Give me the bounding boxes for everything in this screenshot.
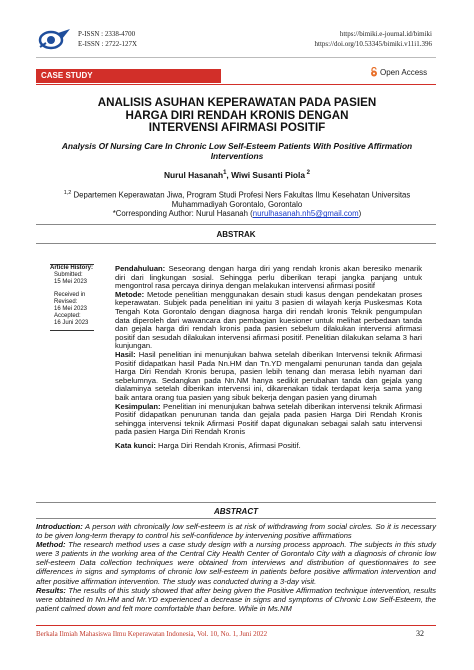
abstract-heading: ABSTRACT xyxy=(214,507,258,516)
abstrak-kata-kunci xyxy=(115,442,422,451)
received-date: 16 Mei 2023 xyxy=(54,306,88,312)
author-separator: , xyxy=(226,170,232,180)
subtitle-line: Analysis Of Nursing Care In Chronic Low Self-Esteem Patients With Positive Affirmation xyxy=(61,141,413,151)
issn-block xyxy=(78,29,137,49)
kata-kunci-label: Kata kunci: xyxy=(115,440,156,450)
hasil-label: Hasil: xyxy=(115,349,136,359)
history-rule xyxy=(50,330,94,331)
accepted-label: Accepted: xyxy=(54,313,81,319)
author-affil-mark: 1 xyxy=(223,170,227,177)
article-history xyxy=(50,264,94,331)
results-label: Results: xyxy=(36,585,66,595)
accepted-date: 16 Juni 2023 xyxy=(54,320,89,326)
p-issn: P-ISSN : 2338-4700 xyxy=(78,30,136,38)
section-label: CASE STUDY xyxy=(41,71,93,80)
method-text: The research method uses a case study design with a nursing process approach. The subjects in this study were 3 patients in the working area of the Central City Health Center of Gorontalo City with a diagnosis of chronic low self-esteem Data collection techniques were obtained from interviews and distribution of questionnaires to see differences in signs and symptoms of chronic low self-esteem in patients before positive affirmation intervention and after positive affirmation intervention. The study was conducted during a 3-day visit. xyxy=(36,540,436,586)
affiliation-line: Muhammadiyah Gorontalo, Gorontalo xyxy=(171,200,303,209)
hasil-text: Hasil penelitian ini menunjukan bahwa setelah diberikan Intervensi teknik Afirmasi Positif didapatkan hasil Pada Nn.HM dan Tn.YD mengalami penurunan tanda dan gejala Harga Diri Rendah Kronis berupa, pasien lebih tenang dan merasa lebih nyaman dari sebelumnya. Sedangkan pada Nn.NM hanya sedikit perubahan tanda dan gejala yang dialaminya setelah diberikan intervensi ini, dikarenakan tidak terdapat kerja sama yang baik antara orang tua pasien yang sibuk bekerja dengan pasien yang dirumah xyxy=(115,349,422,402)
abstract-results xyxy=(36,586,436,613)
kesimpulan-label: Kesimpulan: xyxy=(115,401,161,411)
history-label: Article History: xyxy=(50,265,94,271)
submitted-label: Submitted: xyxy=(54,272,83,278)
kata-kunci-text: Harga Diri Rendah Kronis, Afirmasi Positif. xyxy=(155,440,301,450)
author-line xyxy=(50,170,424,180)
title-line: ANALISIS ASUHAN KEPERAWATAN PADA PASIEN xyxy=(97,96,377,109)
submitted-date: 15 Mei 2023 xyxy=(54,279,88,285)
open-access-badge xyxy=(370,67,427,77)
author-name: Nurul Hasanah xyxy=(163,170,224,180)
introduction-text: A person with chronically low self-esteem is at risk of withdrawing from social circles. So it is necessary to be given long-term therapy to control his self-confidence by intervening positive affirmations xyxy=(36,522,436,541)
open-access-label: Open Access xyxy=(380,67,428,77)
abstract-introduction xyxy=(36,522,436,540)
abstrak-body xyxy=(115,265,422,450)
results-text: The results of this study showed that after being given the Positive Affirmation technique intervention, results were obtained In Nn.HM and Mr.YD experienced a decrease in signs and symptoms of Chronic Low Self-Esteem, the patient calmed down and felt more comfortable than before. While in Ms.NM xyxy=(36,585,436,613)
author-affil-mark: 2 xyxy=(305,170,311,177)
abstrak-kesimpulan xyxy=(115,403,422,437)
author-name: Wiwi Susanti Piola xyxy=(231,170,305,180)
abstrak-metode xyxy=(115,291,422,351)
metode-label: Metode: xyxy=(115,289,145,299)
header-divider xyxy=(36,57,436,58)
open-access-lock-icon xyxy=(370,67,378,77)
corresponding-end: ) xyxy=(358,209,362,219)
journal-logo xyxy=(36,27,72,53)
section-divider xyxy=(36,84,436,85)
e-issn: E-ISSN : 2722-127X xyxy=(78,40,138,48)
abstrak-hasil xyxy=(115,351,422,403)
abstrak-top-rule xyxy=(36,224,436,225)
article-title xyxy=(50,97,424,135)
page-number: 32 xyxy=(416,629,424,638)
abstract-top-rule xyxy=(36,502,436,503)
metode-text: Metode penelitian menggunakan desain studi kasus dengan pendekatan proses keperawatan. Subjek pada penelitian ini yaitu 3 pasien di wilayah kerja Puskesmas Kota Tengah Kota Gorontalo dengan diagnosa harga diri rendah kronis Teknik pengumpulan data diperoleh dari wawancara dan pembagian kuesioner untuk melihat perbedaan tanda dan gejala harga diri rendah kronis pada pasien sebelum dilakukan intervensi afirmasi positif dan sesudah dilakukan intervensi afirmasi positif. Penelitian dilakukan selama 3 hari kunjungan. xyxy=(115,289,422,351)
journal-url-link[interactable]: https://bimiki.e-journal.id/bimiki xyxy=(339,30,432,38)
doi-link[interactable]: https://doi.org/10.53345/bimiki.v11i1.396 xyxy=(314,40,432,48)
received-label: Received in Revised: xyxy=(54,292,86,305)
affiliation-line: Departemen Keperawatan Jiwa, Program Studi Profesi Ners Fakultas Ilmu Kesehatan Universitas xyxy=(71,190,411,200)
abstract-body xyxy=(36,522,436,613)
footer-divider xyxy=(36,625,436,626)
journal-links xyxy=(315,29,432,49)
title-line: HARGA DIRI RENDAH KRONIS DENGAN xyxy=(125,108,349,122)
affiliation xyxy=(50,189,424,219)
article-subtitle xyxy=(50,141,424,161)
introduction-label: Introduction: xyxy=(36,522,83,531)
corresponding-label: *Corresponding Author: Nurul Hasanah ( xyxy=(112,209,253,219)
title-line: INTERVENSI AFIRMASI POSITIF xyxy=(148,121,326,134)
method-label: Method: xyxy=(36,540,66,550)
subtitle-line: Interventions xyxy=(210,151,264,161)
kesimpulan-text: Penelitian ini menunjukan bahwa setelah diberikan intervensi teknik Afirmasi Positif didapatkan penurunan tanda dan gejala pada pasien Harga Diri Rendah Kronis sehingga intervensi teknik Afirmasi Positif dapat digunakan sebagai salah satu intervensi pada pasien Harga Diri Rendah Kronis xyxy=(115,401,422,437)
abstract-method xyxy=(36,540,436,585)
abstrak-heading: ABSTRAK xyxy=(216,230,256,239)
abstract-bottom-rule xyxy=(36,518,436,519)
affiliation-mark: 1,2 xyxy=(63,190,72,196)
abstrak-bottom-rule xyxy=(36,243,436,244)
abstrak-pendahuluan xyxy=(115,265,422,291)
pendahuluan-text: Seseorang dengan harga diri yang rendah kronis akan beresiko menarik diri dari lingkungan sosial. Sehingga perlu diberikan terapi jangka panjang untuk mengontrol rasa percaya dirinya dengan melakukan intervensi afirmasi positif xyxy=(115,264,422,291)
footer-citation: Berkala Ilmiah Mahasiswa Ilmu Keperawatan Indonesia, Vol. 10, No. 1, Juni 2022 xyxy=(36,630,268,638)
corresponding-email-link[interactable]: nurulhasanah.nh5@gmail.com xyxy=(252,209,359,219)
pendahuluan-label: Pendahuluan: xyxy=(115,264,166,273)
section-banner xyxy=(36,69,221,83)
